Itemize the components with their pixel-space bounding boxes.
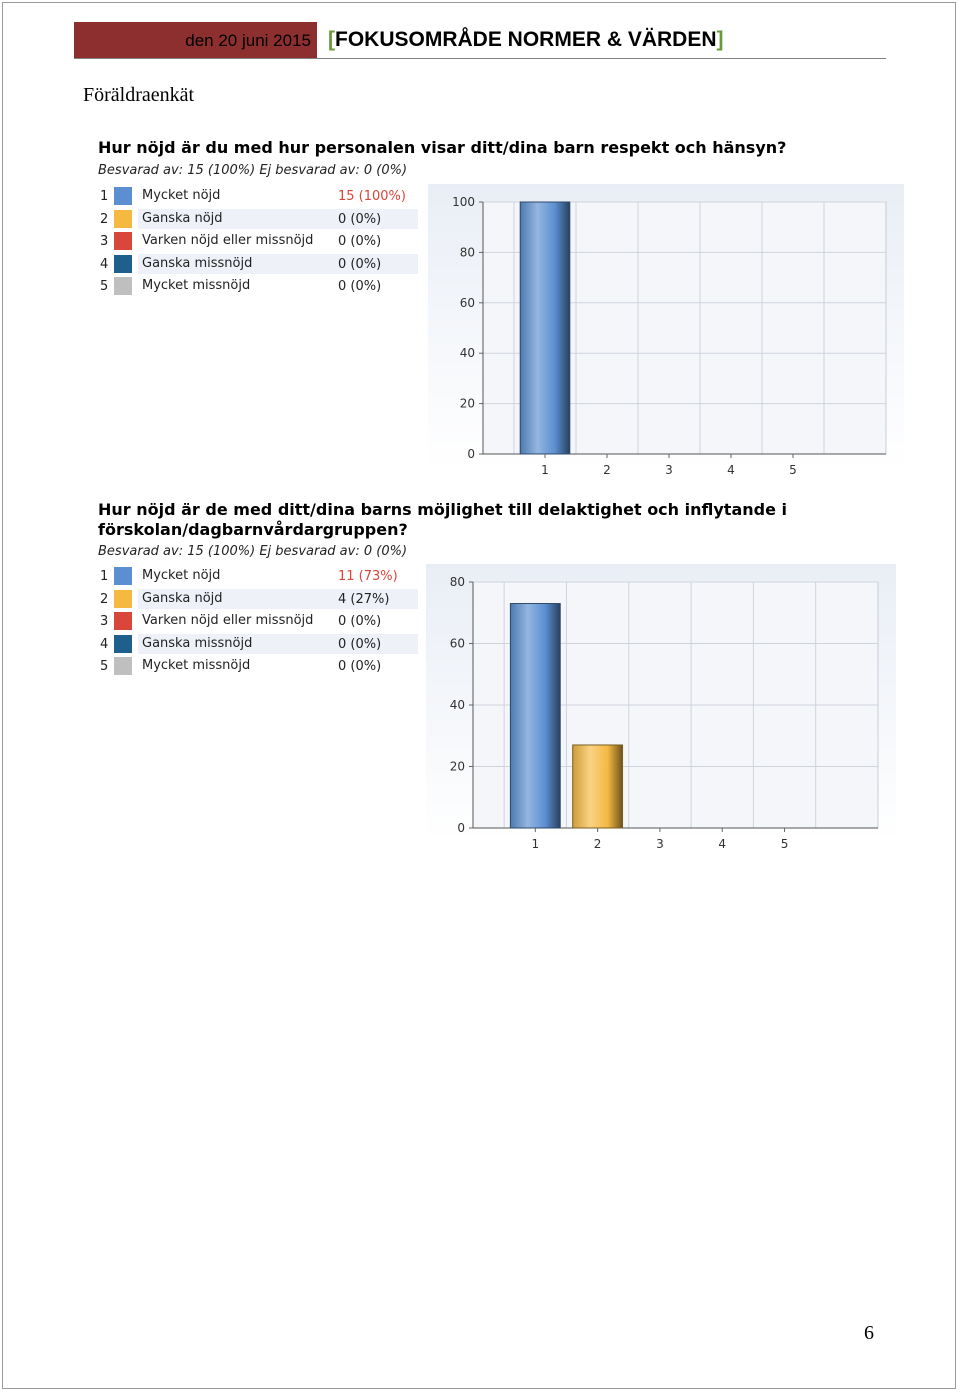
legend-swatch (114, 232, 132, 250)
question-1-response-table (98, 185, 422, 298)
y-tick-label: 20 (459, 396, 475, 411)
x-tick-label: 5 (789, 463, 797, 477)
response-row (98, 633, 422, 656)
x-tick-label: 4 (718, 837, 727, 851)
x-tick-label: 1 (531, 837, 540, 851)
legend-swatch (114, 657, 132, 675)
response-row (98, 588, 422, 611)
row-number: 1 (100, 189, 109, 204)
header-bracket-open: [ (328, 28, 335, 51)
header-title (328, 28, 724, 52)
option-label: Mycket nöjd (142, 188, 221, 203)
y-tick-label: 0 (457, 821, 465, 835)
legend-swatch (114, 255, 132, 273)
y-tick-label: 20 (449, 759, 465, 774)
x-tick-label: 2 (603, 463, 611, 477)
option-count: 0 (0%) (338, 279, 382, 294)
option-count: 0 (0%) (338, 614, 382, 629)
chart-svg (428, 184, 904, 484)
question-1-title: Hur nöjd är du med hur personalen visar ditt/dina barn respekt och hänsyn? (98, 138, 787, 157)
header-date: den 20 juni 2015 (185, 31, 311, 50)
row-number: 3 (100, 614, 109, 629)
option-label: Varken nöjd eller missnöjd (142, 613, 314, 628)
row-number: 2 (100, 591, 109, 607)
bar-1 (510, 604, 560, 828)
legend-swatch (114, 567, 132, 585)
response-row (98, 655, 422, 678)
question-1-bar-chart (428, 184, 904, 484)
option-count: 4 (27%) (338, 591, 390, 607)
y-tick-label: 100 (452, 195, 475, 209)
option-count: 0 (0%) (338, 211, 382, 227)
row-number: 4 (100, 256, 109, 272)
row-number: 5 (100, 659, 109, 674)
response-row (98, 185, 422, 208)
response-row (98, 275, 422, 298)
x-tick-label: 4 (727, 463, 735, 477)
option-count: 0 (0%) (338, 234, 382, 249)
header-bracket-close: ] (716, 28, 724, 51)
response-row (98, 230, 422, 253)
option-count: 15 (100%) (338, 189, 406, 204)
legend-swatch (114, 210, 132, 228)
option-label: Ganska nöjd (142, 210, 223, 226)
question-2-response-table (98, 565, 422, 678)
document-title: Föräldraenkät (83, 84, 195, 106)
option-label: Mycket missnöjd (142, 658, 251, 673)
option-count: 11 (73%) (338, 569, 398, 584)
header-rule (74, 58, 886, 59)
x-tick-label: 5 (780, 837, 789, 851)
option-label: Mycket nöjd (142, 568, 221, 583)
y-tick-label: 60 (449, 636, 465, 651)
x-tick-label: 3 (656, 837, 664, 851)
response-row (98, 610, 422, 633)
x-tick-label: 1 (541, 463, 549, 477)
option-label: Ganska missnöjd (142, 635, 253, 651)
x-tick-label: 3 (665, 463, 673, 477)
option-label: Ganska missnöjd (142, 255, 253, 271)
question-1-meta: Besvarad av: 15 (100%) Ej besvarad av: 0 (0%) (98, 163, 408, 178)
option-count: 0 (0%) (338, 256, 382, 272)
question-2-title: Hur nöjd är de med ditt/dina barns möjlighet till delaktighet och inflytande i förskolan/dagbarnvårdargruppen? (98, 500, 787, 539)
option-label: Varken nöjd eller missnöjd (142, 233, 314, 248)
legend-swatch (114, 277, 132, 295)
response-row (98, 565, 422, 588)
y-tick-label: 80 (449, 575, 465, 589)
option-label: Ganska nöjd (142, 590, 223, 606)
header-title-text: FOKUSOMRÅDE NORMER & VÄRDEN (335, 28, 717, 51)
response-row (98, 208, 422, 231)
legend-swatch (114, 612, 132, 630)
y-tick-label: 40 (449, 698, 465, 712)
page-number: 6 (864, 1322, 874, 1344)
row-number: 5 (100, 279, 109, 294)
bar-2 (573, 745, 623, 828)
legend-swatch (114, 635, 132, 653)
x-tick-label: 2 (593, 837, 602, 851)
row-number: 3 (100, 234, 109, 249)
y-tick-label: 60 (459, 295, 475, 310)
question-2-meta: Besvarad av: 15 (100%) Ej besvarad av: 0 (0%) (98, 544, 408, 559)
row-number: 2 (100, 211, 109, 227)
question-2-bar-chart (426, 564, 896, 856)
y-tick-label: 40 (459, 346, 475, 361)
row-number: 4 (100, 636, 109, 652)
option-count: 0 (0%) (338, 659, 382, 674)
response-row (98, 253, 422, 276)
chart-svg (426, 564, 896, 856)
bar-1 (520, 202, 570, 454)
legend-swatch (114, 187, 132, 205)
legend-swatch (114, 590, 132, 608)
y-tick-label: 0 (467, 447, 475, 461)
option-label: Mycket missnöjd (142, 278, 251, 293)
option-count: 0 (0%) (338, 636, 382, 652)
row-number: 1 (100, 569, 109, 584)
y-tick-label: 80 (459, 245, 475, 260)
